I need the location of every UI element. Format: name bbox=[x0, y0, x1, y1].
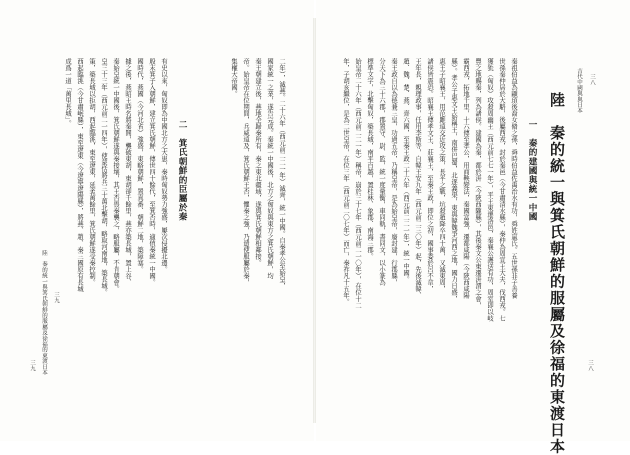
text-column: 帝。始皇帝在位期間，兵威遠及，箕氏朝鮮王否，懼秦之強，乃遣使服屬於秦， bbox=[242, 58, 249, 286]
text-column: 惠王子昭襄王，用范雎遠交近攻之策，長平之戰，坑殺趙降卒四十萬，又滅東周， bbox=[438, 58, 445, 292]
text-column: 豐之地賜秦，列為諸侯。建國為秦，都於汧（今陝西隴縣），其後秦文公東遷汧渭之會， bbox=[474, 58, 481, 309]
text-column: 國時代，燕國（今河北省）強盛，東略朝鮮，置真番、朝鮮二地，築障塞。 bbox=[136, 58, 143, 273]
text-column: 趙、魏、楚、燕、齊六國，至秦王政二十六年（西元前二二一年），統一中國。 bbox=[402, 58, 409, 283]
text-column: 秦王政自以為德兼三皇，功過五帝，乃稱皇帝，是為始皇帝，廢封建，行郡縣， bbox=[390, 58, 397, 286]
right-page-foot-folio: 三八 bbox=[587, 360, 593, 372]
left-page-folio: 三九 bbox=[53, 292, 59, 304]
text-column: 秦祖伯益為顓頊後裔女脩之孫，舜時伯益佐禹治水有功，舜姓嬴氏。五世孫非子善養 bbox=[510, 58, 517, 299]
text-column: 獲狁（匈奴）攻殺周幽王（西元前七七一年），平王東遷洛邑，秦襄公護送有功，周室即以岐 bbox=[486, 58, 493, 322]
text-column: 諸侯皆震恐。昭襄王傳孝文王、莊襄王，至秦王政，即位之初，國事委於呂不韋， bbox=[426, 58, 433, 292]
text-column: 霸西戎，拓地千里，十六傳至孝公，用商鞅變法，秦國富強，遷都咸陽（今陝西咸陽 bbox=[462, 58, 469, 299]
text-column: 殷末箕子入朝鮮，建立箕氏朝鮮，傳世四十餘代，至箕否時，適值秦統一中國。 bbox=[148, 58, 155, 286]
text-column: 縣）。孝公子惠文王始稱王，南併巴蜀，北逐義渠，東與韓魏爭河西之地，國力日盛， bbox=[450, 58, 457, 302]
left-page bbox=[0, 0, 314, 441]
text-column: 分天下為三十六郡，郡置守、尉、監，統一度量衡，車同軌，書同文，以小篆為 bbox=[378, 58, 385, 286]
section-title-qin-unification: 一 秦的建國與統一中國 bbox=[527, 120, 537, 222]
text-column: 王年長，親理政事，任用李斯等，自韓王安九年（西元前二三〇年）起，先後滅韓、 bbox=[414, 58, 421, 299]
right-page bbox=[316, 0, 630, 455]
left-page-running-foot: 陸 秦的統一與箕氏朝鮮的服屬及徐福的東渡日本 bbox=[41, 250, 47, 376]
chapter-title: 陸 秦的統一與箕氏朝鮮的服屬及徐福的東渡日本 bbox=[548, 92, 566, 455]
text-column: 據之後，燕昭王時名將秦開，襲破東胡，東胡卻千餘里，燕亦築長城，置上谷、 bbox=[124, 58, 131, 286]
text-column: 年，子胡亥繼位，是為二世皇帝，在位三年（西元前二〇七年）而亡，秦祚凡十五年。 bbox=[342, 58, 349, 305]
right-page-folio: 三八 bbox=[589, 74, 595, 86]
left-page-foot-folio: 三九 bbox=[29, 360, 35, 372]
text-column: 秦王朝建立後，燕地全歸秦所有，秦之東北疆域，遂與箕氏朝鮮相鄰接。 bbox=[254, 58, 261, 266]
text-column: 標準文字，北擊匈奴，築長城，南平百越，置桂林、象郡、南海三郡。 bbox=[366, 58, 373, 260]
text-column: 皇三十三年（西元前二一四年），使蒙恬將兵三十萬北擊胡，略取河南地，築長城。 bbox=[100, 58, 107, 296]
text-column: 策，築長城以拒胡，西起臨洮，東至遼東，延袤萬餘里，箕氏朝鮮遂受秦控制。 bbox=[88, 58, 95, 286]
text-column: 國家統一之業，遂告完成。秦統一中國後，北方之匈奴與東方之箕氏朝鮮，均 bbox=[266, 58, 273, 279]
text-column: 秦始皇統一中國後，箕氏朝鮮遂與秦接壤，其王否畏秦襲之，略服屬，不肯朝會。 bbox=[112, 58, 119, 292]
text-column: 二年），滅燕。二十六年（西元前二二一年）滅齊，統一中國。自秦孝公至始皇， bbox=[278, 58, 285, 289]
text-column: 世孫秦仲居於大駱，後屬西戎，封於秦邑（今甘肅清水縣），秦仲為周宣王大夫，伐西戎。七 bbox=[498, 58, 505, 322]
section-title-jizi-joseon: 二 箕氏朝鮮的臣屬於秦 bbox=[177, 120, 187, 222]
text-column: 有史以來，匈奴即為中國北方之大患，秦時匈奴勢力強盛，屢次侵擾北邊。 bbox=[160, 58, 167, 273]
text-column: 集權大帝國。 bbox=[230, 58, 237, 97]
right-page-running-head: 吉代中國與與日本 bbox=[576, 68, 582, 114]
text-column: 始皇帝二十六年（西元前二二一年）稱帝，崩於三十七年（西元前二一〇年），在位十二 bbox=[354, 58, 361, 309]
text-column: 西起臨洮（今甘肅岷縣），東至遼東（今遼寧遼陽縣），將燕、趙、秦三國原有長城 bbox=[76, 58, 83, 293]
text-column: 成爲一道「萬里長城」。 bbox=[64, 58, 71, 127]
